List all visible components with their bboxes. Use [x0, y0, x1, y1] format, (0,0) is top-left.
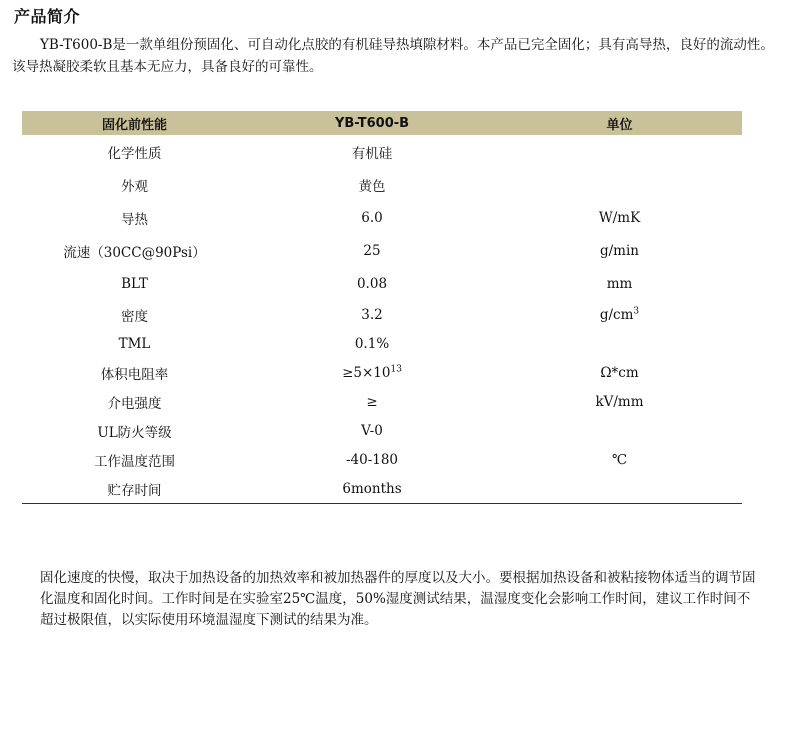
- cell-property: 介电强度: [107, 395, 162, 412]
- cell-unit: g/min: [599, 242, 639, 259]
- table-row: [22, 300, 742, 329]
- cell-unit-text: g/cm: [599, 306, 634, 323]
- cell-unit: [497, 474, 742, 504]
- table-row: [22, 267, 742, 300]
- cell-property: 导热: [121, 211, 148, 228]
- table-row: [22, 168, 742, 201]
- cell-value: 6.0: [361, 209, 383, 226]
- cell-value: 25: [363, 242, 381, 259]
- table-row: [22, 135, 742, 168]
- cell-value: ≥: [366, 393, 378, 410]
- cell-unit: [497, 168, 742, 201]
- cell-unit: Ω*cm: [600, 364, 639, 381]
- cell-value: [247, 358, 497, 387]
- cell-property: 体积电阻率: [100, 366, 169, 383]
- table-row: [22, 416, 742, 445]
- cell-unit: kV/mm: [595, 393, 644, 410]
- table-row: [22, 474, 742, 504]
- header-unit: 单位: [497, 111, 742, 135]
- table-row: [22, 201, 742, 234]
- cell-property: 贮存时间: [22, 474, 247, 504]
- cell-property: 工作温度范围: [94, 453, 175, 470]
- cell-value: 0.1%: [354, 335, 390, 352]
- cell-value: 黄色: [358, 178, 386, 195]
- cell-property: 流速（30CC@90Psi）: [63, 244, 206, 261]
- cell-property: 密度: [121, 308, 148, 325]
- cell-property: UL防火等级: [97, 424, 172, 441]
- table-header-row: [22, 111, 742, 135]
- cell-value: 6months: [247, 474, 497, 504]
- cell-value: V-0: [361, 422, 383, 439]
- unit-superscript: 3: [633, 306, 640, 316]
- cell-property: 化学性质: [107, 145, 162, 162]
- cell-property: TML: [118, 335, 151, 352]
- header-model: YB-T600-B: [247, 111, 497, 135]
- value-superscript: 13: [390, 364, 402, 374]
- cell-value: 有机硅: [351, 145, 393, 162]
- cell-unit: W/mK: [598, 209, 641, 226]
- table-row: [22, 445, 742, 474]
- table-row: [22, 387, 742, 416]
- cell-unit: ℃: [611, 451, 628, 468]
- intro-paragraph: YB-T600-B是一款单组份预固化、可自动化点胶的有机硅导热填隙材料。本产品已完全固化；具有高导热，良好的流动性。该导热凝胶柔软且基本无应力，具备良好的可靠性。: [12, 37, 774, 75]
- cell-unit: [497, 300, 742, 329]
- cell-value: -40-180: [345, 451, 399, 468]
- curing-note: 固化速度的快慢，取决于加热设备的加热效率和被加热器件的厚度以及大小。要根据加热设备和被粘接物体适当的调节固化温度和固化时间。工作时间是在实验室25℃温度，50%湿度测试结果，温湿度变化会影响工作时间，建议工作时间不超过极限值，以实际使用环境温湿度下测试的结果为准。: [40, 570, 756, 628]
- cell-property: BLT: [121, 275, 148, 292]
- cell-unit: [497, 416, 742, 445]
- section-title: 产品简介: [14, 7, 81, 26]
- cell-unit: mm: [606, 275, 633, 292]
- table-row: [22, 234, 742, 267]
- header-property: 固化前性能: [22, 111, 247, 135]
- cell-value: 3.2: [361, 306, 383, 323]
- cell-value: 0.08: [356, 275, 388, 292]
- spec-table: [22, 111, 742, 504]
- cell-property: 外观: [121, 178, 148, 195]
- cell-value-text: ≥5×10: [342, 364, 391, 381]
- cell-unit: [497, 135, 742, 168]
- cell-unit: [497, 329, 742, 358]
- table-row: [22, 358, 742, 387]
- table-row: [22, 329, 742, 358]
